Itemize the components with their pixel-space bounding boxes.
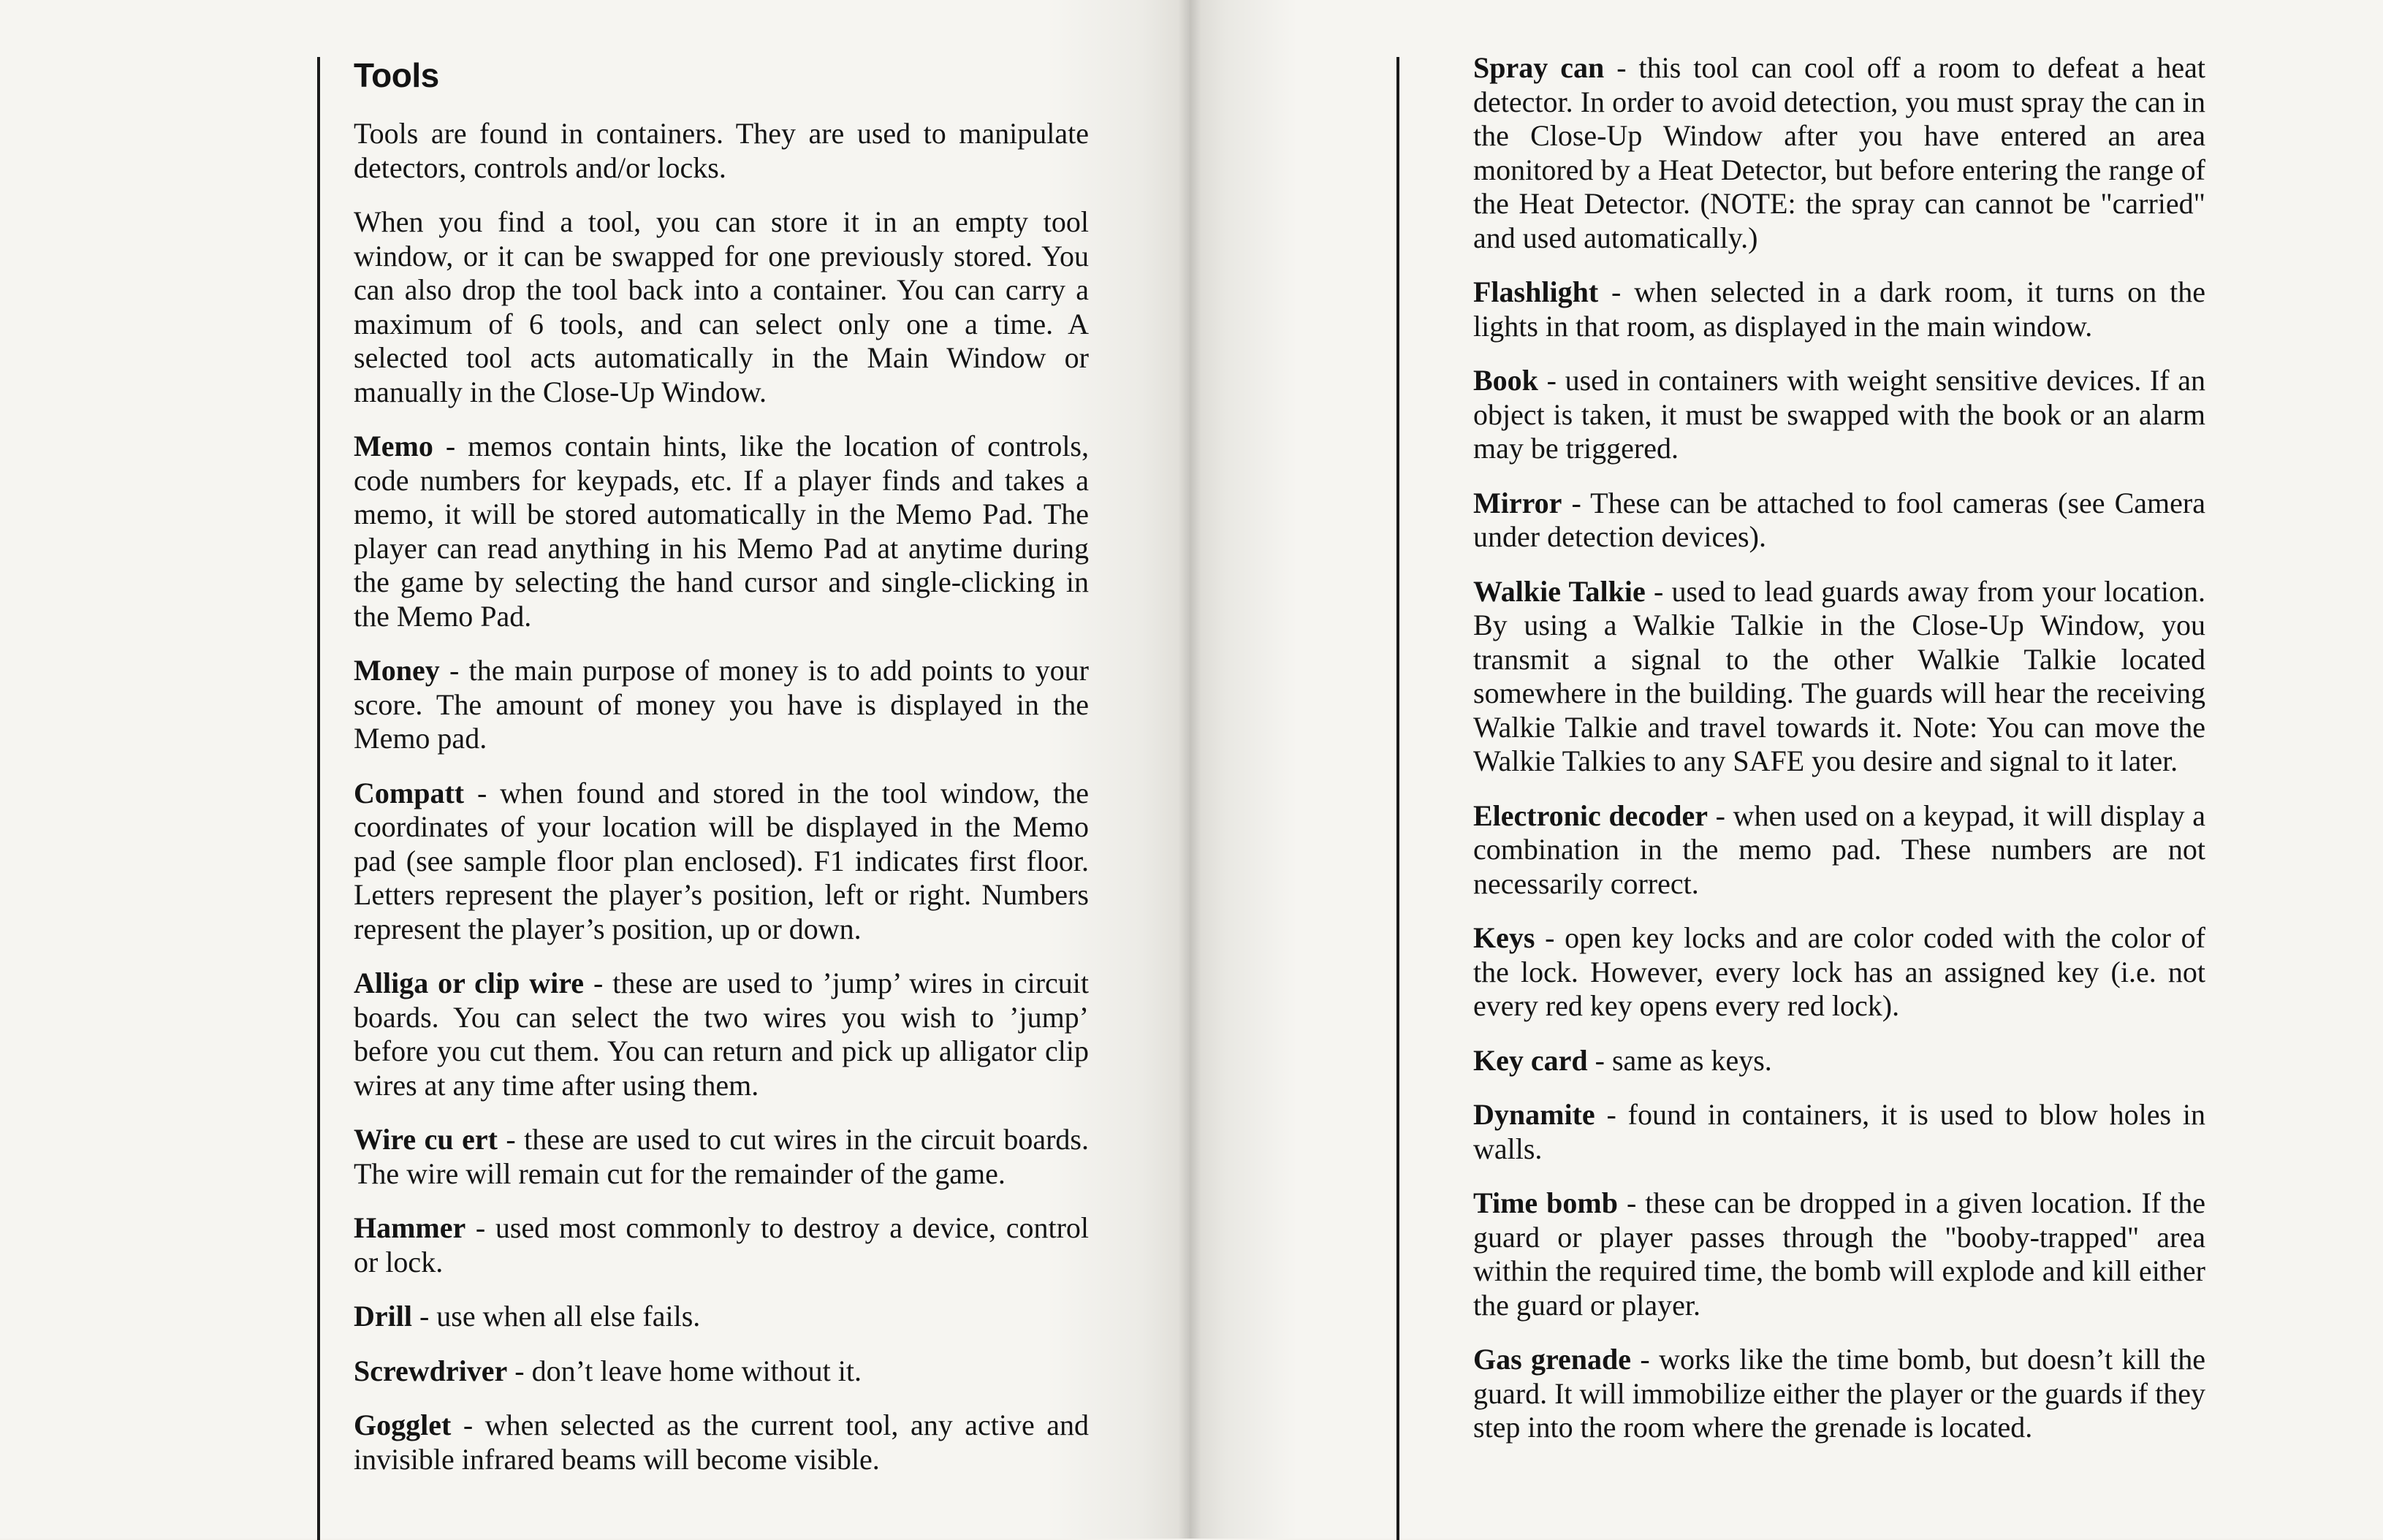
intro-paragraph: When you find a tool, you can store it in an empty tool window, or it can be swapped for one previously stored. You can also drop the tool back into a container. You can carry a maximum of 6 tools, and can select only one a time. A selected tool acts automatically in the Main Window or manually in the Close-Up Window. xyxy=(354,205,1089,408)
tool-term: Money xyxy=(354,654,440,687)
tool-entry-memo xyxy=(354,430,1089,633)
tool-entry-spray-can xyxy=(1473,51,2205,255)
tool-entry-hammer xyxy=(354,1211,1089,1279)
tool-entry-wire-cutter xyxy=(354,1123,1089,1191)
tool-term: Walkie Talkie xyxy=(1473,574,1646,608)
tool-term: Time bomb xyxy=(1473,1186,1618,1219)
tool-description: - the main purpose of money is to add points to your score. The amount of money you have is displayed in the Memo pad. xyxy=(354,654,1089,755)
tool-description: - these are used to ’jump’ wires in circuit boards. You can select the two wires you wish to ’jump’ before you cut them. You can return and pick up alligator clip wires at any time after using them. xyxy=(354,967,1089,1102)
section-heading: Tools xyxy=(354,56,439,94)
tool-description: - found in containers, it is used to blow holes in walls. xyxy=(1473,1098,2205,1165)
tool-description: - use when all else fails. xyxy=(411,1300,701,1333)
tool-term: Gogglet xyxy=(354,1409,452,1441)
tool-description: - used most commonly to destroy a device, control or lock. xyxy=(354,1211,1089,1278)
tool-entry-book xyxy=(1473,364,2205,466)
tool-description: - used in containers with weight sensitive devices. If an object is taken, it must be swapped with the book or an alarm may be triggered. xyxy=(1473,364,2205,465)
tool-entry-dynamite xyxy=(1473,1098,2205,1166)
tool-term: Mirror xyxy=(1473,486,1562,519)
tool-entry-drill xyxy=(354,1300,1089,1334)
book-gutter xyxy=(1178,0,1201,1539)
tool-description: - these are used to cut wires in the circuit boards. The wire will remain cut for the remainder of the game. xyxy=(354,1123,1089,1190)
tool-term: Gas grenade xyxy=(1473,1343,1632,1376)
tool-term: Memo xyxy=(354,430,433,462)
tool-term: Book xyxy=(1473,364,1538,397)
tool-term: Alliga or clip wire xyxy=(354,967,585,999)
tool-term: Drill xyxy=(354,1300,412,1333)
tool-term: Screwdriver xyxy=(354,1354,508,1387)
tool-entry-gogglet xyxy=(354,1409,1089,1476)
tool-entry-walkie-talkie xyxy=(1473,575,2205,779)
tool-term: Wire cu ert xyxy=(354,1123,498,1156)
right-margin-rule xyxy=(1396,57,1399,1540)
right-text-column xyxy=(1473,51,2205,1465)
left-margin-rule xyxy=(317,57,320,1540)
tool-description: - memos contain hints, like the location of controls, code numbers for keypads, etc. If a player finds and takes a memo, it will be stored automatically in the Memo Pad. The player can read anything in his Memo Pad at anytime during the game by selecting the hand cursor and single-clicking in the Memo Pad. xyxy=(354,430,1089,633)
tool-description: - open key locks and are color coded with the color of the lock. However, every lock has an assigned key (i.e. not every red key opens every red lock). xyxy=(1473,921,2205,1022)
tool-term: Flashlight xyxy=(1473,275,1599,308)
tool-description: - this tool can cool off a room to defeat a heat detector. In order to avoid detection, you must spray the can in the Close-Up Window after you have entered an area monitored by a Heat Detector, but before entering the range of the Heat Detector. (NOTE: the spray can cannot be "carried" and used automatically.) xyxy=(1473,51,2205,254)
tool-entry-electronic-decoder xyxy=(1473,799,2205,901)
tool-description: - when used on a keypad, it will display a combination in the memo pad. These numbers are not necessarily correct. xyxy=(1473,798,2205,900)
tool-entry-money xyxy=(354,654,1089,756)
tool-description: - when selected as the current tool, any active and invisible infrared beams will become visible. xyxy=(354,1409,1089,1476)
tool-entry-clip-wire xyxy=(354,967,1089,1102)
tool-description: - when selected in a dark room, it turns on the lights in that room, as displayed in the main window. xyxy=(1473,275,2205,343)
tool-entry-keys xyxy=(1473,921,2205,1024)
tool-description: - don’t leave home without it. xyxy=(507,1354,862,1387)
tool-entry-gas-grenade xyxy=(1473,1343,2205,1445)
tool-term: Keys xyxy=(1473,921,1535,954)
tool-description: - when found and stored in the tool window, the coordinates of your location will be displayed in the Memo pad (see sample floor plan enclosed). F1 indicates first floor. Letters represent the player’s position, left or right. Numbers represent the player’s position, up or down. xyxy=(354,776,1089,945)
tool-term: Electronic decoder xyxy=(1473,798,1708,832)
intro-paragraph: Tools are found in containers. They are used to manipulate detectors, controls and/or locks. xyxy=(354,117,1089,184)
tool-entry-screwdriver xyxy=(354,1354,1089,1389)
tool-term: Compatt xyxy=(354,776,465,809)
tool-description: - These can be attached to fool cameras (see Camera under detection devices). xyxy=(1473,486,2205,553)
tool-entry-mirror xyxy=(1473,487,2205,554)
tool-term: Key card xyxy=(1473,1043,1588,1077)
tool-term: Spray can xyxy=(1473,51,1605,84)
tool-term: Hammer xyxy=(354,1211,466,1244)
tool-entry-flashlight xyxy=(1473,275,2205,343)
tool-description: - works like the time bomb, but doesn’t kill the guard. It will immobilize either the player or the guards if they step into the room where the grenade is located. xyxy=(1473,1343,2205,1444)
tool-description: - used to lead guards away from your location. By using a Walkie Talkie in the Close-Up Window, you transmit a signal to the other Walkie Talkie located somewhere in the building. The guards will hear the receiving Walkie Talkie and travel towards it. Note: You can move the Walkie Talkies to any SAFE you desire and signal to it later. xyxy=(1473,574,2205,777)
tool-description: - these can be dropped in a given location. If the guard or player passes through the "booby-trapped" area within the required time, the bomb will explode and kill either the guard or player. xyxy=(1473,1186,2205,1322)
tool-entry-compatt xyxy=(354,777,1089,947)
tool-term: Dynamite xyxy=(1473,1098,1595,1131)
tool-entry-key-card xyxy=(1473,1044,2205,1078)
tool-description: - same as keys. xyxy=(1587,1043,1772,1077)
tool-entry-time-bomb xyxy=(1473,1186,2205,1322)
left-text-column xyxy=(354,56,1089,1497)
